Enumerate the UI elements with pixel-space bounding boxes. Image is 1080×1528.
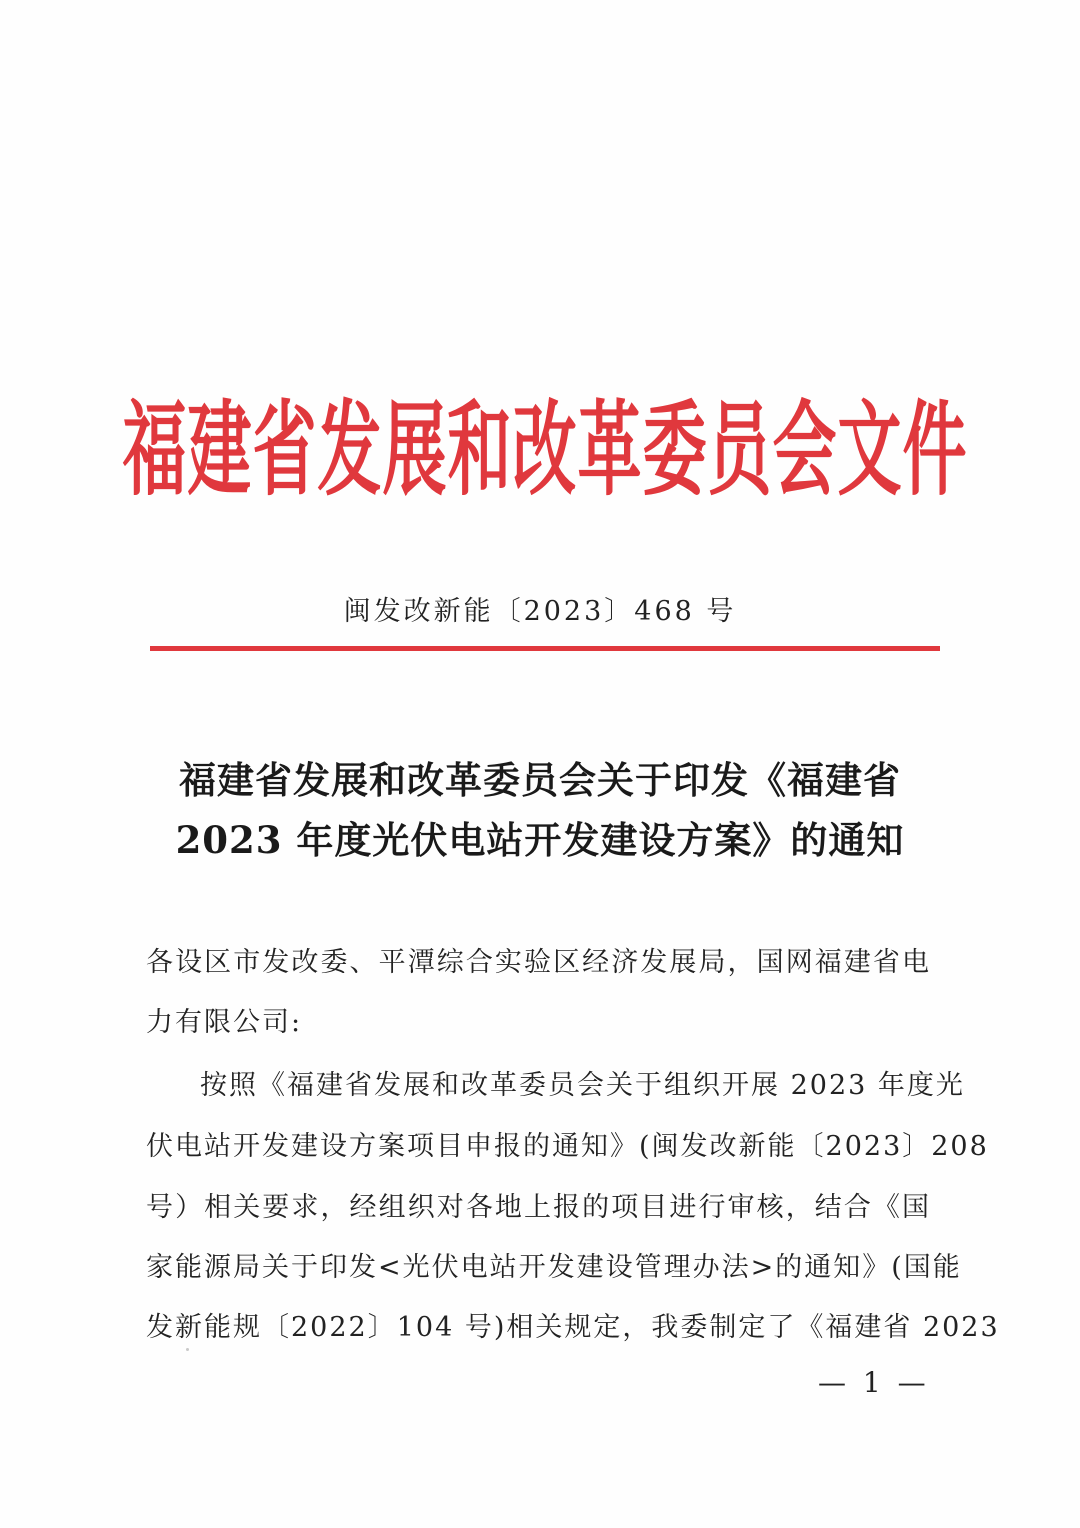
body-line-3: 号）相关要求，经组织对各地上报的项目进行审核，结合《国: [146, 1192, 931, 1223]
body-line-1: 按照《福建省发展和改革委员会关于组织开展 2023 年度光: [200, 1070, 965, 1101]
masthead-title: 福建省发展和改革委员会文件: [122, 390, 968, 511]
body-line-4: 家能源局关于印发<光伏电站开发建设管理办法>的通知》(国能: [146, 1252, 962, 1283]
body-line-2: 伏电站开发建设方案项目申报的通知》(闽发改新能〔2023〕208: [146, 1131, 989, 1162]
recipients-line-1: 各设区市发改委、平潭综合实验区经济发展局，国网福建省电: [146, 947, 931, 978]
page-number: — 1 —: [818, 1366, 930, 1399]
document-number: 闽发改新能〔2023〕468 号: [343, 596, 737, 627]
body-line-5: 发新能规〔2022〕104 号)相关规定，我委制定了《福建省 2023: [146, 1312, 1000, 1343]
notice-title-line-1: 福建省发展和改革委员会关于印发《福建省: [179, 758, 901, 802]
scan-speck: [186, 1348, 189, 1351]
notice-title-line-2: 2023 年度光伏电站开发建设方案》的通知: [175, 818, 905, 862]
red-divider-line: [150, 646, 940, 651]
recipients-line-2: 力有限公司:: [146, 1007, 303, 1038]
